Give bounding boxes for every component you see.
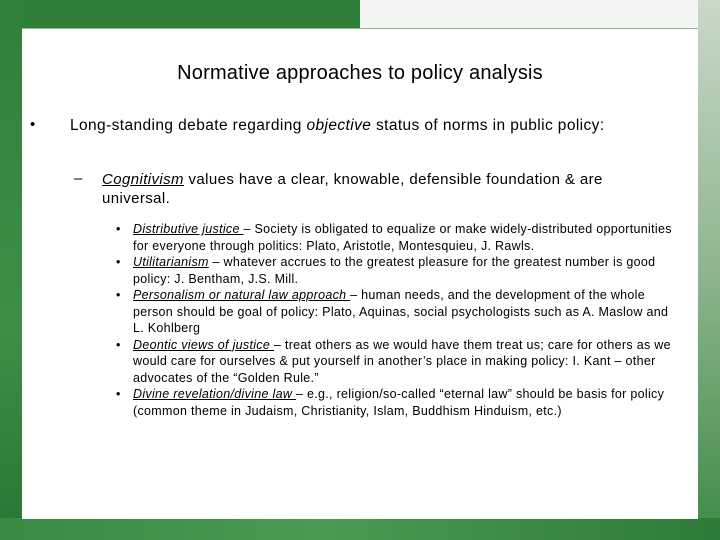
- main-point-text-after: status of norms in public policy:: [371, 117, 605, 134]
- sub-point-term: Cognitivism: [102, 171, 184, 188]
- slide-title: Normative approaches to policy analysis: [177, 62, 543, 84]
- list-item-text: – whatever accrues to the greatest pleasure for the greatest number is good policy: J. Bentham, J.S. Mill.: [133, 255, 656, 286]
- list-item-text: – Society is obligated to equalize or make widely-distributed opportunities for everyone through politics: Plato, Aristotle, Montesquieu, J. Rawls.: [133, 222, 672, 253]
- main-point: [70, 116, 650, 136]
- frame-top-right: [360, 0, 720, 30]
- list-item: [116, 337, 681, 387]
- list-item: [116, 287, 681, 337]
- list-item: [116, 254, 681, 287]
- bullet-icon: •: [116, 337, 121, 352]
- list-item-text: – treat others as we would have them treat us; care for others as we would care for ourselves & put yourself in another’s place in making policy: I. Kant – other advocates of the “Golden Rule.”: [133, 337, 671, 385]
- bullet-icon: •: [116, 387, 121, 401]
- list-item-term: Distributive justice: [133, 222, 244, 236]
- bullet-icon: •: [116, 255, 121, 269]
- main-point-emphasis: objective: [306, 117, 372, 134]
- approaches-list: [116, 221, 681, 419]
- main-point-text-before: Long-standing debate regarding: [70, 117, 307, 134]
- list-item-term: Deontic views of justice: [133, 337, 274, 352]
- list-item: [116, 221, 681, 254]
- frame-bottom: [0, 518, 720, 540]
- list-item: [116, 386, 681, 419]
- list-item-text: – e.g., religion/so-called “eternal law” should be basis for policy (common theme in Judaism, Christianity, Islam, Buddhism Hinduism, etc.): [133, 387, 665, 418]
- sub-point-text: values have a clear, knowable, defensible foundation & are universal.: [102, 171, 603, 207]
- list-item-term: Utilitarianism: [133, 255, 209, 269]
- list-item-term: Personalism or natural law approach: [133, 288, 351, 302]
- bullet-icon: •: [116, 222, 121, 236]
- bullet-icon: •: [116, 288, 121, 302]
- sub-point: [102, 170, 662, 208]
- list-item-text: – human needs, and the development of the whole person should be goal of policy: Plato, Aquinas, social psychologists such as A. Maslow and L. Kohlberg: [133, 288, 669, 335]
- dash-icon: –: [74, 170, 83, 187]
- frame-top-left: [0, 0, 360, 30]
- list-item-term: Divine revelation/divine law: [133, 387, 296, 401]
- bullet-icon: •: [30, 116, 36, 133]
